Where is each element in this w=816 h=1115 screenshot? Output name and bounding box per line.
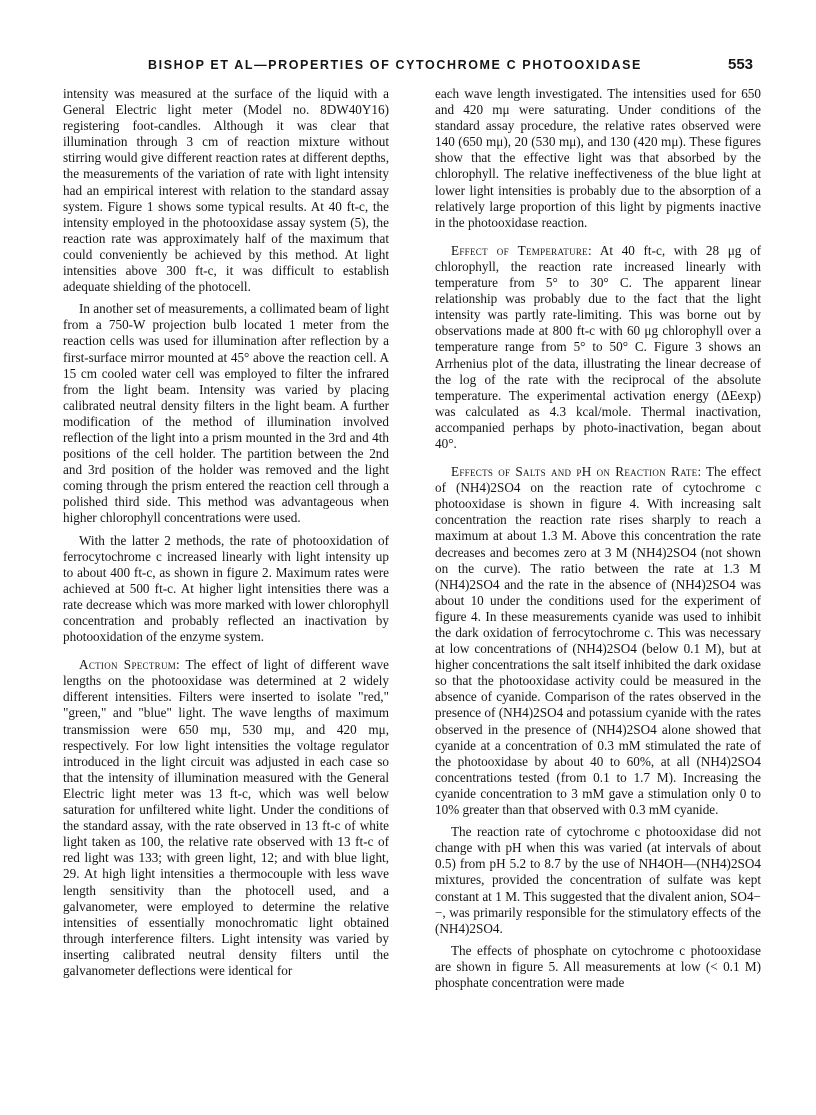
paragraph: The reaction rate of cytochrome c photooxidase did not change with pH when this was varied (at intervals of about 0.5) from pH 5.2 to 8.7 by the use of NH4OH—(NH4)2SO4 mixtures, provided the concentration of sulfate was kept constant at 1 M. This suggested that the divalent anion, SO4−−, was primarily responsible for the stimulatory effects of the (NH4)2SO4. bbox=[435, 824, 761, 936]
paragraph: The effects of phosphate on cytochrome c photooxidase are shown in figure 5. All measurements at low (< 0.1 M) phosphate concentration were made bbox=[435, 942, 761, 990]
salts-ph-section bbox=[435, 464, 761, 818]
left-column bbox=[63, 86, 389, 985]
paragraph: With the latter 2 methods, the rate of photooxidation of ferrocytochrome c increased linearly with light intensity up to about 400 ft-c, as shown in figure 2. Maximum rates were achieved at 500 ft-c. At higher light intensities there was a rate decrease which was more marked with lower chlorophyll concentration and probably reflected an inactivation by photooxidation of the enzyme system. bbox=[63, 532, 389, 645]
section-heading: Action Spectrum: bbox=[79, 657, 181, 673]
paragraph: each wave length investigated. The intensities used for 650 and 420 mμ were saturating. Under conditions of the standard assay procedure, the relative rates observed were 140 (650 mμ), 20 (530 mμ), and 130 (420 mμ). These figures show that the effective light was that absorbed by the chlorophyll. The relative ineffectiveness of the blue light at lower light intensities is probably due to the absorption of a relatively large proportion of this light by pigments inactive in the photooxidase reaction. bbox=[435, 86, 761, 230]
action-spectrum-section bbox=[63, 657, 389, 979]
right-column bbox=[435, 86, 761, 997]
running-head: BISHOP ET AL—PROPERTIES OF CYTOCHROME C PHOTOOXIDASE bbox=[148, 58, 642, 72]
section-text: The effect of (NH4)2SO4 on the reaction rate of cytochrome c photooxidase is shown in figure 4. With increasing salt concentration the reaction rate rises sharply to reach a maximum at about 1.3 M. Above this concentration the rate decreases and becomes zero at 3 M (NH4)2SO4 (not shown on the curve). The ratio between the rate at 1.3 M (NH4)2SO4 and the rate in the absence of (NH4)2SO4 was about 10 under the conditions used for the experiment of figure 4. In these measurements cyanide was used to inhibit the dark oxidation of ferrocytochrome c. This was necessary at low concentrations of (NH4)2SO4 (below 0.1 M), but at higher concentrations the salt itself inhibited the dark oxidase so that the photooxidase activity could be measured in the absence of cyanide. Comparison of the rates observed in the presence of (NH4)2SO4 and potassium cyanide with the rates observed in the presence of (NH4)2SO4 alone showed that cyanide at a concentration of 0.3 mM stimulated the rate of the photooxidase by about 40 to 60%, at all (NH4)2SO4 concentrations tested (from 0.1 to 1.7 M). Increasing the cyanide concentration to 3 mM gave a stimulation only 0 to 10% greater than that observed with 0.3 mM cyanide. bbox=[435, 464, 761, 818]
section-text: The effect of light of different wave lengths on the photooxidase was determined at 2 widely different intensities. Filters were inserted to isolate "red," "green," and "blue" light. The wave lengths of maximum transmission were 650 mμ, 530 mμ, and 420 mμ, respectively. For low light intensities the voltage regulator introduced in the light circuit was adjusted in each case so that the intensity of illumination measured with the General Electric light meter was 13 ft-c, which was well below saturation for unfiltered white light. Under the conditions of the standard assay, with the rate observed in 13 ft-c of white light taken as 100, the relative rate observed with 13 ft-c of red light was 133; with green light, 12; and with blue light, 29. At high light intensities a thermocouple with less wave length sensitivity than the photocell used, and a galvanometer, were employed to determine the relative intensities of essentially monochromatic light obtained through interference filters. Light intensity was varied by inserting calibrated neutral density filters until the galvanometer deflections were identical for bbox=[63, 657, 389, 978]
section-heading: Effect of Temperature: bbox=[451, 242, 592, 258]
paragraph: intensity was measured at the surface of the liquid with a General Electric light meter (Model no. 8DW40Y16) registering foot-candles. Although it was clear that illumination through 3 cm of reaction mixture without stirring would give different reaction rates at different depths, the measurements of the variation of rate with light intensity had an empirical interest with relation to the standard assay system. Figure 1 shows some typical results. At 40 ft-c, the intensity employed in the photooxidase assay system (5), the reaction rate was approximately half of the maximum that could conveniently be achieved by this method. At light intensities above 300 ft-c, it was difficult to establish adequate shielding of the photocell. bbox=[63, 86, 389, 295]
page-number: 553 bbox=[728, 56, 754, 73]
temperature-section bbox=[435, 243, 761, 452]
section-heading: Effects of Salts and pH on Reaction Rate: bbox=[451, 464, 702, 480]
section-text: At 40 ft-c, with 28 μg of chlorophyll, the reaction rate increased linearly with temperature from 5° to 30° C. The apparent linear relationship was probably due to the fact that the light intensity was partly rate-limiting. This was borne out by observations made at 800 ft-c with 60 μg chlorophyll over a temperature range from 5° to 50° C. Figure 3 shows an Arrhenius plot of the data, illustrating the linear decrease of the log of the rate with the reciprocal of the absolute temperature. The experimental activation energy (ΔEexp) was calculated as 4.3 kcal/mole. Thermal inactivation, accompanied perhaps by photo-inactivation, began about 40°. bbox=[435, 242, 761, 451]
paragraph: In another set of measurements, a collimated beam of light from a 750-W projection bulb located 1 meter from the reaction cells was used for illumination after reflection by a first-surface mirror mounted at 45° above the reaction cell. A 15 cm cooled water cell was employed to filter the infrared from the light beam. Intensity was varied by placing calibrated neutral density filters in the light beam. A further modification of the method of illumination involved reflection of the light into a prism mounted in the 3rd and 4th positions of the cell holder. The partition between the 2nd and 3rd position of the holder was removed and the light coming through the prism entered the reaction cell through a polished third side. This method was advantageous when higher chlorophyll concentrations were used. bbox=[63, 301, 389, 526]
